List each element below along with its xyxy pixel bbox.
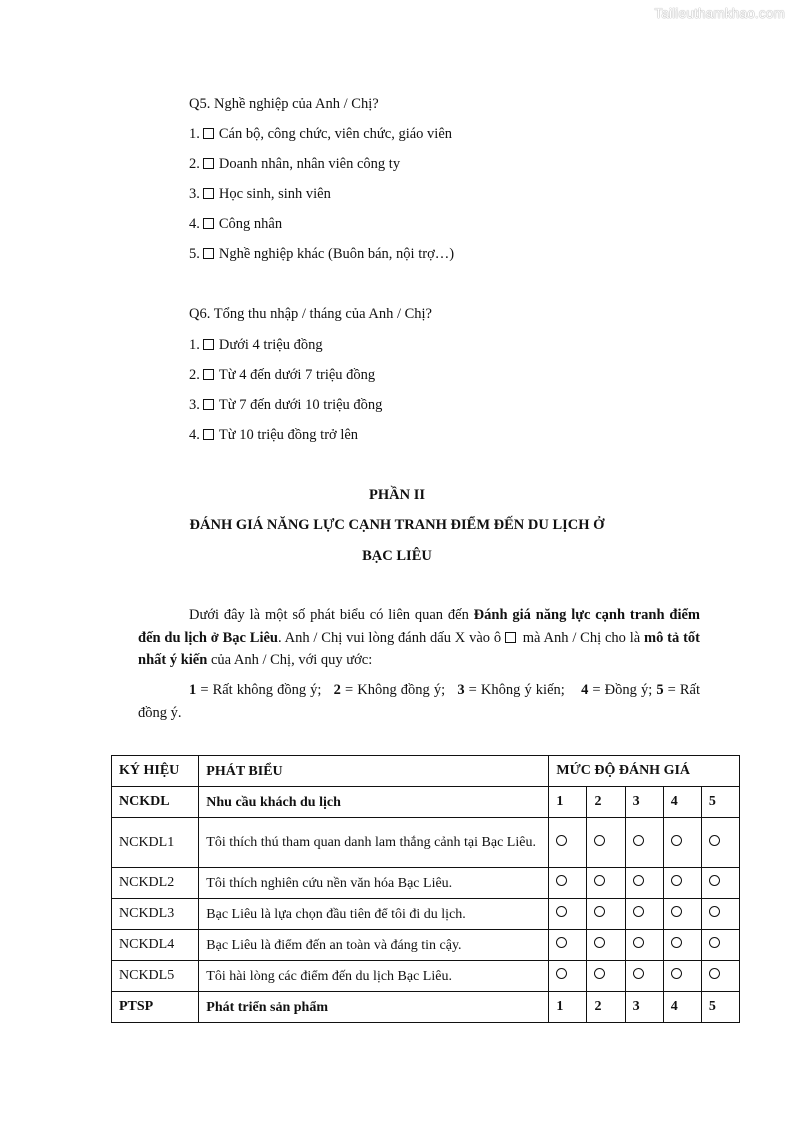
header-statement: PHÁT BIỂU <box>199 756 549 787</box>
rating-cell[interactable] <box>549 868 587 899</box>
option-label: Từ 4 đến dưới 7 triệu đồng <box>218 367 376 383</box>
row-statement: Tôi hài lòng các điểm đến du lịch Bạc Liêu. <box>199 961 549 992</box>
radio-circle-icon[interactable] <box>594 968 605 979</box>
radio-circle-icon[interactable] <box>556 875 567 886</box>
radio-circle-icon[interactable] <box>556 835 567 846</box>
intro-paragraph: Dưới đây là một số phát biểu có liên quan đến Đánh giá năng lực cạnh tranh điểm đến du lịch ở Bạc Liêu. Anh / Chị vui lòng đánh dấu X vào ô mà Anh / Chị cho là mô tả tốt nhất ý kiến của Anh / Chị, với quy ước: <box>138 607 700 668</box>
rating-cell[interactable] <box>587 868 625 899</box>
q6-question: Q6. Tổng thu nhập / tháng của Anh / Chị? <box>189 306 432 322</box>
table-row <box>112 818 740 868</box>
table-row <box>112 868 740 899</box>
rating-cell[interactable] <box>625 818 663 868</box>
radio-circle-icon[interactable] <box>709 906 720 917</box>
rating-cell[interactable] <box>549 818 587 868</box>
level-label: 3 <box>625 787 663 818</box>
rating-cell[interactable] <box>701 899 739 930</box>
rating-cell[interactable] <box>587 899 625 930</box>
intro-bold-topic: Đánh giá năng lực cạnh tranh điểm đến du lịch ở Bạc Liêu <box>138 607 700 646</box>
level-label: 1 <box>549 992 587 1023</box>
q5-option[interactable] <box>189 126 452 143</box>
level-label: 4 <box>663 787 701 818</box>
checkbox-icon[interactable] <box>203 399 214 410</box>
table-row <box>112 899 740 930</box>
part-label: PHẦN II <box>369 487 425 503</box>
checkbox-icon[interactable] <box>203 158 214 169</box>
radio-circle-icon[interactable] <box>671 835 682 846</box>
radio-circle-icon[interactable] <box>671 906 682 917</box>
option-number: 1. <box>189 126 200 142</box>
checkbox-icon[interactable] <box>203 248 214 259</box>
rating-cell[interactable] <box>701 930 739 961</box>
radio-circle-icon[interactable] <box>556 906 567 917</box>
level-label: 2 <box>587 787 625 818</box>
header-symbol: KÝ HIỆU <box>112 756 199 787</box>
part-title-line1: ĐÁNH GIÁ NĂNG LỰC CẠNH TRANH ĐIỂM ĐẾN DU LỊCH Ở <box>189 517 605 533</box>
rating-cell[interactable] <box>663 899 701 930</box>
option-number: 5. <box>189 246 200 262</box>
checkbox-icon[interactable] <box>203 218 214 229</box>
rating-cell[interactable] <box>625 961 663 992</box>
part-title-line2: BẠC LIÊU <box>362 548 432 564</box>
table-row <box>112 961 740 992</box>
option-number: 4. <box>189 427 200 443</box>
option-label: Nghề nghiệp khác (Buôn bán, nội trợ…) <box>218 246 455 262</box>
radio-circle-icon[interactable] <box>594 937 605 948</box>
option-number: 3. <box>189 186 200 202</box>
radio-circle-icon[interactable] <box>594 875 605 886</box>
level-label: 4 <box>663 992 701 1023</box>
checkbox-icon[interactable] <box>203 128 214 139</box>
rating-cell[interactable] <box>701 818 739 868</box>
q6-option[interactable] <box>189 427 358 444</box>
radio-circle-icon[interactable] <box>709 835 720 846</box>
radio-circle-icon[interactable] <box>671 937 682 948</box>
option-number: 4. <box>189 216 200 232</box>
q5-question: Q5. Nghề nghiệp của Anh / Chị? <box>189 96 379 112</box>
radio-circle-icon[interactable] <box>556 968 567 979</box>
rating-cell[interactable] <box>625 899 663 930</box>
option-number: 1. <box>189 337 200 353</box>
row-statement: Tôi thích nghiên cứu nền văn hóa Bạc Liêu. <box>199 868 549 899</box>
radio-circle-icon[interactable] <box>633 906 644 917</box>
radio-circle-icon[interactable] <box>594 835 605 846</box>
watermark: Tailieuthamkhao.com <box>654 6 785 21</box>
table-header-row <box>112 756 740 787</box>
rating-cell[interactable] <box>549 899 587 930</box>
q5-option[interactable] <box>189 186 331 203</box>
option-label: Công nhân <box>218 216 283 232</box>
radio-circle-icon[interactable] <box>709 875 720 886</box>
option-number: 2. <box>189 156 200 172</box>
rating-cell[interactable] <box>625 930 663 961</box>
row-code: NCKDL1 <box>112 818 199 868</box>
group-row <box>112 992 740 1023</box>
rating-cell[interactable] <box>587 961 625 992</box>
radio-circle-icon[interactable] <box>633 937 644 948</box>
row-statement: Tôi thích thú tham quan danh lam thắng cảnh tại Bạc Liêu. <box>199 818 549 868</box>
rating-cell[interactable] <box>701 868 739 899</box>
rating-cell[interactable] <box>663 930 701 961</box>
option-label: Doanh nhân, nhân viên công ty <box>218 156 401 172</box>
group-code: NCKDL <box>112 787 199 818</box>
level-label: 5 <box>701 787 739 818</box>
level-label: 5 <box>701 992 739 1023</box>
radio-circle-icon[interactable] <box>594 906 605 917</box>
checkbox-icon[interactable] <box>203 188 214 199</box>
row-code: NCKDL4 <box>112 930 199 961</box>
rating-cell[interactable] <box>663 868 701 899</box>
checkbox-icon <box>505 632 516 643</box>
rating-cell[interactable] <box>587 818 625 868</box>
scale-legend: 1 = Rất không đồng ý; 2 = Không đồng ý; 3 = Không ý kiến; 4 = Đồng ý; 5 = Rất đồng ý. <box>138 682 701 721</box>
checkbox-icon[interactable] <box>203 339 214 350</box>
option-label: Cán bộ, công chức, viên chức, giáo viên <box>218 126 453 142</box>
rating-cell[interactable] <box>625 868 663 899</box>
rating-cell[interactable] <box>549 961 587 992</box>
radio-circle-icon[interactable] <box>709 968 720 979</box>
level-label: 2 <box>587 992 625 1023</box>
survey-table <box>111 755 740 1023</box>
radio-circle-icon[interactable] <box>633 835 644 846</box>
radio-circle-icon[interactable] <box>633 875 644 886</box>
intro-bold-phrase: mô tả tốt nhất ý kiến <box>138 629 700 668</box>
radio-circle-icon[interactable] <box>709 937 720 948</box>
rating-cell[interactable] <box>549 930 587 961</box>
header-rating: MỨC ĐỘ ĐÁNH GIÁ <box>549 756 740 787</box>
rating-cell[interactable] <box>663 818 701 868</box>
group-name: Nhu cầu khách du lịch <box>199 787 549 818</box>
option-number: 3. <box>189 397 200 413</box>
q5-option[interactable] <box>189 216 282 233</box>
q6-option[interactable] <box>189 397 382 414</box>
option-label: Học sinh, sinh viên <box>218 186 331 202</box>
option-label: Từ 10 triệu đồng trở lên <box>218 427 359 443</box>
row-code: NCKDL5 <box>112 961 199 992</box>
row-code: NCKDL3 <box>112 899 199 930</box>
option-number: 2. <box>189 367 200 383</box>
group-code: PTSP <box>112 992 199 1023</box>
row-statement: Bạc Liêu là lựa chọn đầu tiên để tôi đi du lịch. <box>199 899 549 930</box>
rating-cell[interactable] <box>663 961 701 992</box>
option-label: Dưới 4 triệu đồng <box>218 337 323 353</box>
radio-circle-icon[interactable] <box>671 875 682 886</box>
table-row <box>112 930 740 961</box>
level-label: 3 <box>625 992 663 1023</box>
level-label: 1 <box>549 787 587 818</box>
q5-option[interactable] <box>189 246 454 263</box>
rating-cell[interactable] <box>587 930 625 961</box>
q6-option[interactable] <box>189 367 375 384</box>
option-label: Từ 7 đến dưới 10 triệu đồng <box>218 397 383 413</box>
group-name: Phát triển sản phẩm <box>199 992 549 1023</box>
radio-circle-icon[interactable] <box>556 937 567 948</box>
row-code: NCKDL2 <box>112 868 199 899</box>
checkbox-icon[interactable] <box>203 369 214 380</box>
q5-option[interactable] <box>189 156 400 173</box>
row-statement: Bạc Liêu là điểm đến an toàn và đáng tin cậy. <box>199 930 549 961</box>
group-row <box>112 787 740 818</box>
q6-option[interactable] <box>189 337 323 354</box>
checkbox-icon[interactable] <box>203 429 214 440</box>
radio-circle-icon[interactable] <box>671 968 682 979</box>
rating-cell[interactable] <box>701 961 739 992</box>
radio-circle-icon[interactable] <box>633 968 644 979</box>
